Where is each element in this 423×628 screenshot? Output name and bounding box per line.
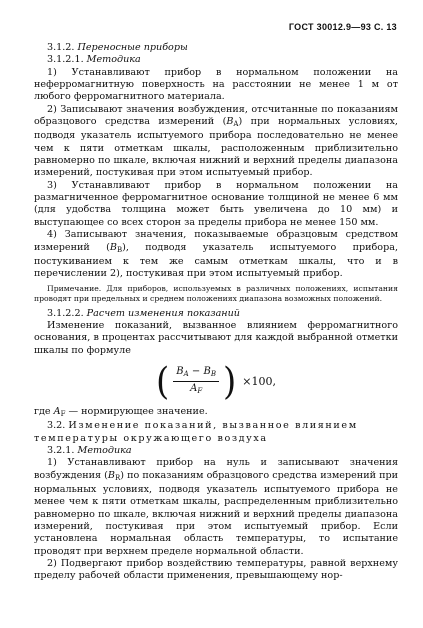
section-3-2-1-heading: 3.2.1. Методика: [47, 444, 132, 456]
document-body: [34, 42, 398, 583]
formula-multiplier: ×100,: [242, 374, 276, 388]
section-3-1-2-1-heading: 3.1.2.1. Методика: [47, 54, 141, 66]
paragraph-6: где $A_F$ — нормирующее значение.: [34, 405, 208, 418]
left-paren: (: [156, 359, 170, 404]
section-3-1-2-heading: [34, 42, 398, 54]
section-3-2-heading: 3.2. Изменение показаний, вызванное влиянием температуры окружающего воздуха: [34, 420, 358, 444]
denominator: $A_F$: [190, 383, 203, 396]
paragraph-4: 4) Записывают значения, показываемые образцовым средством измерений $(B_B)$, подводя указатель испытуемого прибора, постукиванием к тем же самым отметкам шкалы, что и в перечислении 2), постукивая при этом испытуемый прибор.: [34, 229, 398, 280]
heading-text: 3.1.2. Переносные приборы: [47, 42, 188, 53]
page-header: ГОСТ 30012.9—93 С. 13: [288, 22, 397, 32]
paragraph-3: 3) Устанавливают прибор в нормальном положении на размагниченное ферромагнитное основание толщиной не менее 6 мм (для удобства толщина может быть увеличена до 10 мм) и выступающее со всех сторон за пределы прибора не менее 150 мм.: [34, 179, 398, 228]
paragraph-2: 2) Записывают значения возбуждения, отсчитанные по показаниям образцового средства измерений $(B_A)$ при нормальных условиях, подводя указатель испытуемого прибора последовательно не менее чем к пяти отметкам шкалы, расположенным приблизительно равномерно по шкале, включая нижний и верхний пределы диапазона измерений, постукивая при этом испытуемый прибор.: [34, 103, 398, 179]
numerator: $B_A - B_B$: [173, 366, 219, 382]
paragraph-5: Изменение показаний, вызванное влиянием ферромагнитного основания, в процентах рассчитывают для каждой выбранной отметки шкалы по формуле: [34, 319, 398, 356]
paragraph-7: 1) Устанавливают прибор на нуль и записывают значения возбуждения $(B_R)$ по показаниям образцового средства измерений при нормальных условиях, подводя указатель испытуемого прибора не менее чем к пяти отметкам шкалы, распределенным приблизительно равномерно по шкале, включая нижний и верхний пределы диапазона измерений, постукивая при этом испытуемый прибор. Если установлена нормальная область температуры, то испытание проводят при верхнем пределе нормальной области.: [34, 457, 399, 557]
formula: [34, 360, 398, 404]
paragraph-1: 1) Устанавливают прибор в нормальном положении на неферромагнитную поверхность на расстоянии не менее 1 м от любого ферромагнитного материала.: [34, 66, 398, 103]
right-paren: ): [222, 359, 237, 404]
note: Примечание. Для приборов, используемых в различных положениях, испытания проводят при предельных и среднем положениях диапазона возможных положений.: [34, 283, 398, 303]
fraction: [173, 366, 219, 398]
section-3-1-2-2-heading: 3.1.2.2. Расчет изменения показаний: [47, 307, 240, 319]
paragraph-8: 2) Подвергают прибор воздействию температуры, равной верхнему пределу рабочей области применения, превышающему нор-: [34, 558, 398, 582]
